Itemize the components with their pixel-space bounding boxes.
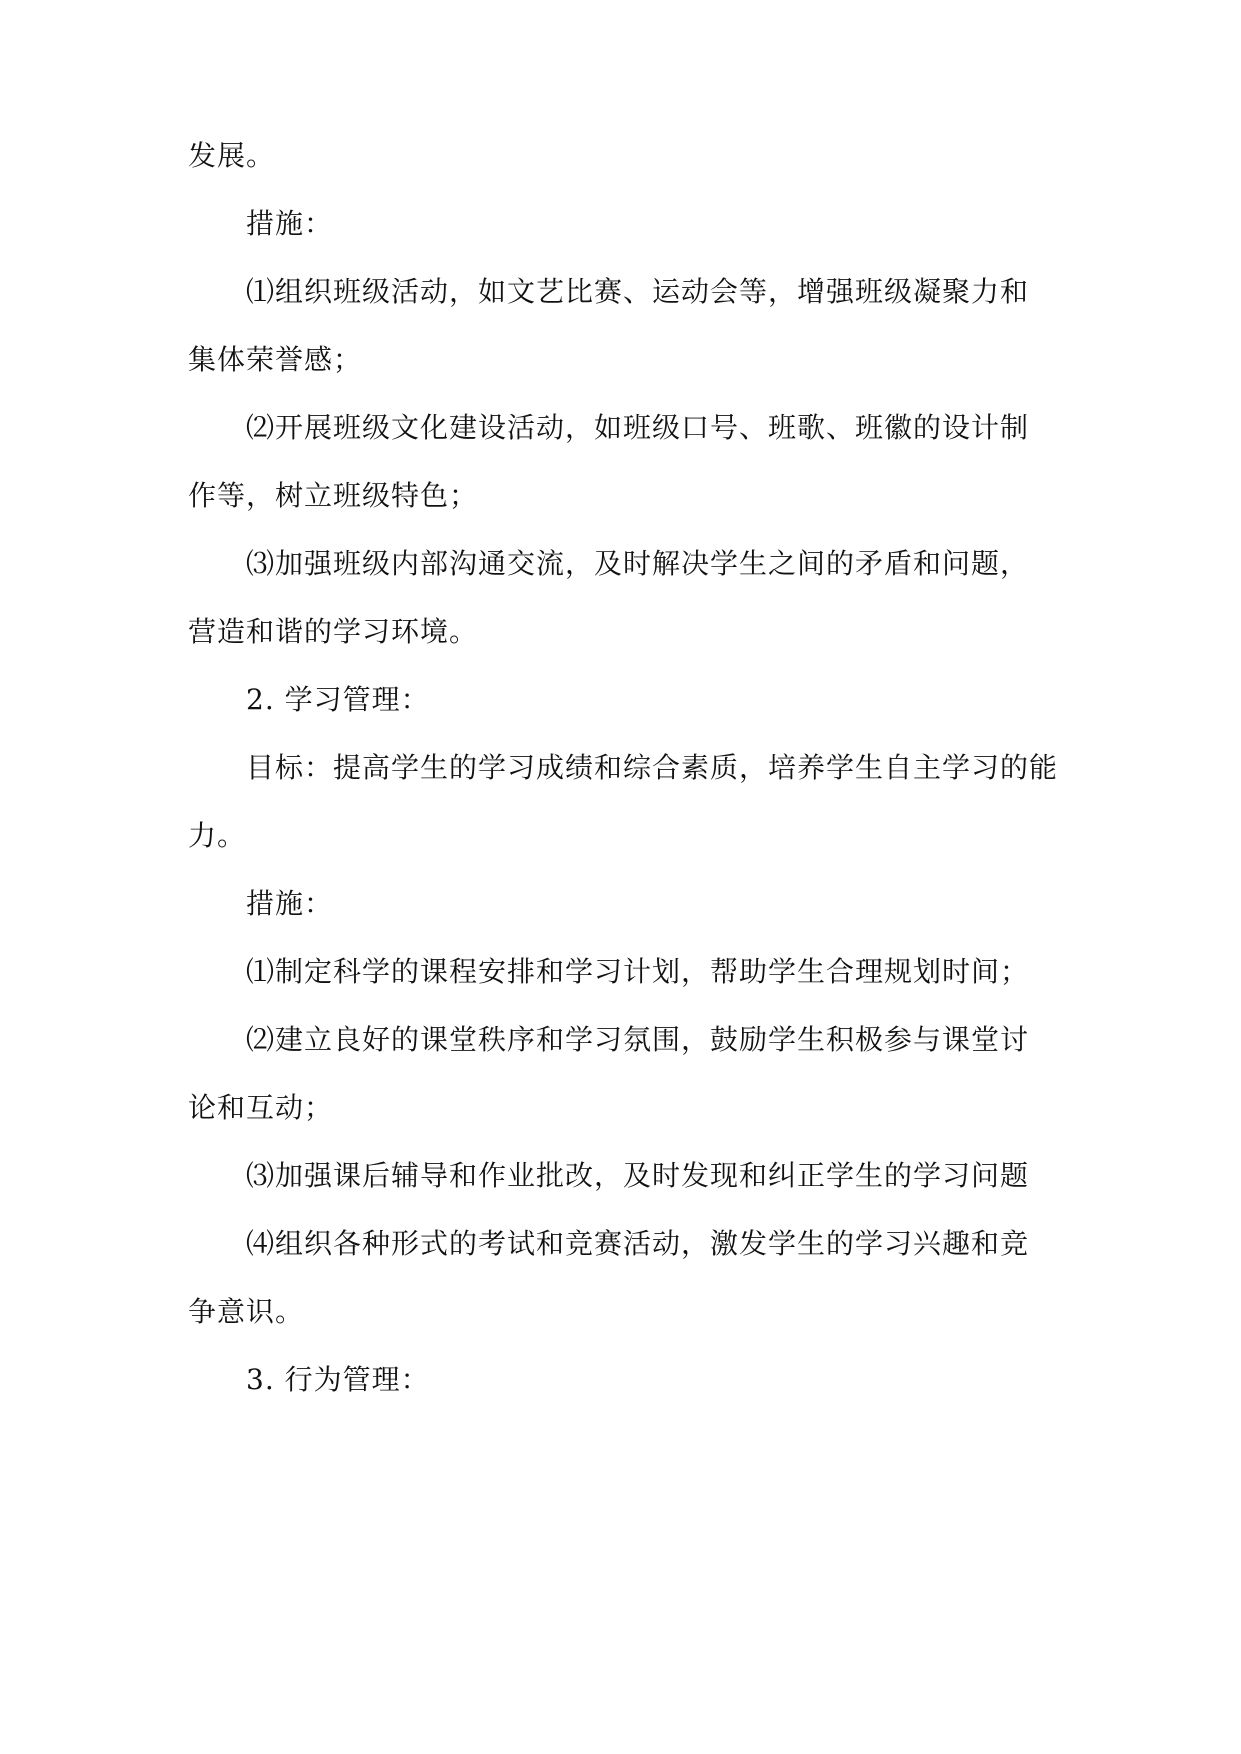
paragraph-line: ⑵开展班级文化建设活动，如班级口号、班歌、班徽的设计制 — [246, 411, 1030, 444]
section-label: 措施： — [246, 207, 334, 240]
paragraph-line: ⑶加强课后辅导和作业批改，及时发现和纠正学生的学习问题 — [246, 1159, 1030, 1192]
paragraph-line: 作等，树立班级特色； — [188, 479, 479, 512]
paragraph-line: 目标：提高学生的学习成绩和综合素质，培养学生自主学习的能 — [246, 751, 1059, 784]
paragraph-line: ⑵建立良好的课堂秩序和学习氛围，鼓励学生积极参与课堂讨 — [246, 1023, 1030, 1056]
paragraph-line: 发展。 — [188, 139, 276, 172]
paragraph-line: 集体荣誉感； — [188, 343, 363, 376]
paragraph-line: 营造和谐的学习环境。 — [188, 615, 479, 648]
paragraph-line: ⑴制定科学的课程安排和学习计划，帮助学生合理规划时间； — [246, 955, 1030, 988]
paragraph-line: 论和互动； — [188, 1091, 334, 1124]
section-heading: 3. 行为管理： — [246, 1363, 430, 1396]
section-heading: 2. 学习管理： — [246, 683, 430, 716]
paragraph-line: ⑴组织班级活动，如文艺比赛、运动会等，增强班级凝聚力和 — [246, 275, 1030, 308]
paragraph-line: 争意识。 — [188, 1295, 305, 1328]
paragraph-line: ⑷组织各种形式的考试和竞赛活动，激发学生的学习兴趣和竞 — [246, 1227, 1030, 1260]
paragraph-line: ⑶加强班级内部沟通交流，及时解决学生之间的矛盾和问题， — [246, 547, 1030, 580]
section-label: 措施： — [246, 887, 334, 920]
paragraph-line: 力。 — [188, 819, 247, 852]
